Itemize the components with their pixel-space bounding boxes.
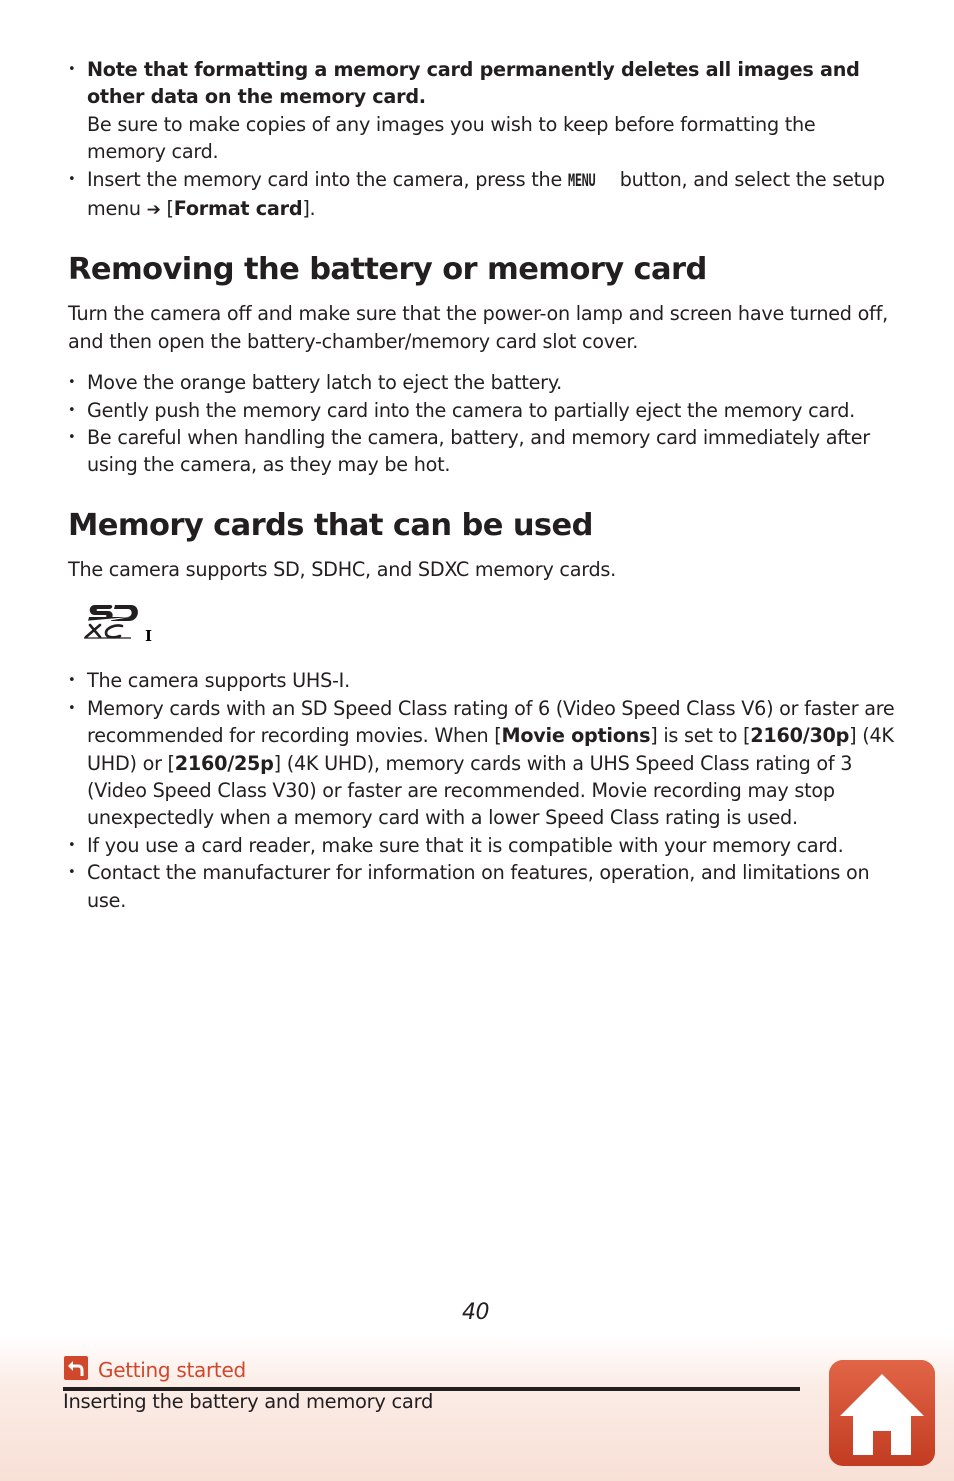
svg-text:I: I <box>145 627 153 646</box>
heading-memory-cards: Memory cards that can be used <box>68 507 593 543</box>
list-item: • Move the orange battery latch to eject the battery. <box>68 369 898 396</box>
heading-removing: Removing the battery or memory card <box>68 252 707 288</box>
removing-list <box>68 369 898 479</box>
home-icon <box>829 1360 935 1466</box>
note-text: Insert the memory card into the camera, press the <box>87 167 568 191</box>
list-item <box>68 166 898 225</box>
list-item: • Gently push the memory card into the camera to partially eject the memory card. <box>68 397 898 424</box>
note-text: button, and select the setup menu <box>87 167 885 221</box>
list-item <box>68 695 898 832</box>
list-item: • If you use a card reader, make sure that it is compatible with your memory card. <box>68 832 898 859</box>
arrow-right-icon: ➔ <box>146 200 161 221</box>
bullet-text: ] (4K UHD) or [ <box>87 724 894 775</box>
format-warning-bold: Note that formatting a memory card permanently deletes all images and other data on the memory card. <box>87 58 860 109</box>
page-number: 40 <box>462 1300 489 1325</box>
page-content <box>68 56 898 914</box>
list-item: • The camera supports UHS-I. <box>68 667 898 694</box>
footer-subtitle: Inserting the battery and memory card <box>63 1390 434 1413</box>
list-item <box>68 56 898 166</box>
bullet-text: ] (4K UHD), memory cards with a UHS Speed Class rating of 3 (Video Speed Class V30) or faster are recommended. Movie recording may stop unexpectedly when a memory card with a lower Speed Class rating is used. <box>87 751 853 830</box>
bullet-text: ] is set to [ <box>650 724 751 748</box>
return-arrow-icon[interactable] <box>64 1356 88 1380</box>
list-item: • Be careful when handling the camera, battery, and memory card immediately after using the camera, as they may be hot. <box>68 424 898 479</box>
top-notes-list <box>68 56 898 224</box>
format-card-label: Format card <box>173 197 303 221</box>
cards-intro: The camera supports SD, SDHC, and SDXC memory cards. <box>68 557 617 581</box>
sdxc-uhs1-logo-icon <box>82 601 898 653</box>
format-warning-text: Be sure to make copies of any images you wish to keep before formatting the memory card. <box>87 112 816 164</box>
cards-list <box>68 667 898 914</box>
movie-options-label: Movie options <box>501 724 651 748</box>
home-button[interactable] <box>829 1360 935 1466</box>
mode-2160-30p-label: 2160/30p <box>750 724 850 748</box>
removing-intro: Turn the camera off and make sure that the power-on lamp and screen have turned off, and then open the battery-chamber/memory card slot cover. <box>68 302 888 353</box>
mode-2160-25p-label: 2160/25p <box>174 751 274 775</box>
note-text: [ <box>160 197 174 221</box>
bullet-text: Memory cards with an SD Speed Class rating of 6 (Video Speed Class V6) or faster are recommended for recording movies. When [ <box>87 696 895 748</box>
note-text: ]. <box>302 197 316 221</box>
list-item: • Contact the manufacturer for information on features, operation, and limitations on use. <box>68 859 898 914</box>
getting-started-link[interactable]: Getting started <box>98 1358 246 1382</box>
menu-button-icon: MENU <box>567 170 596 191</box>
